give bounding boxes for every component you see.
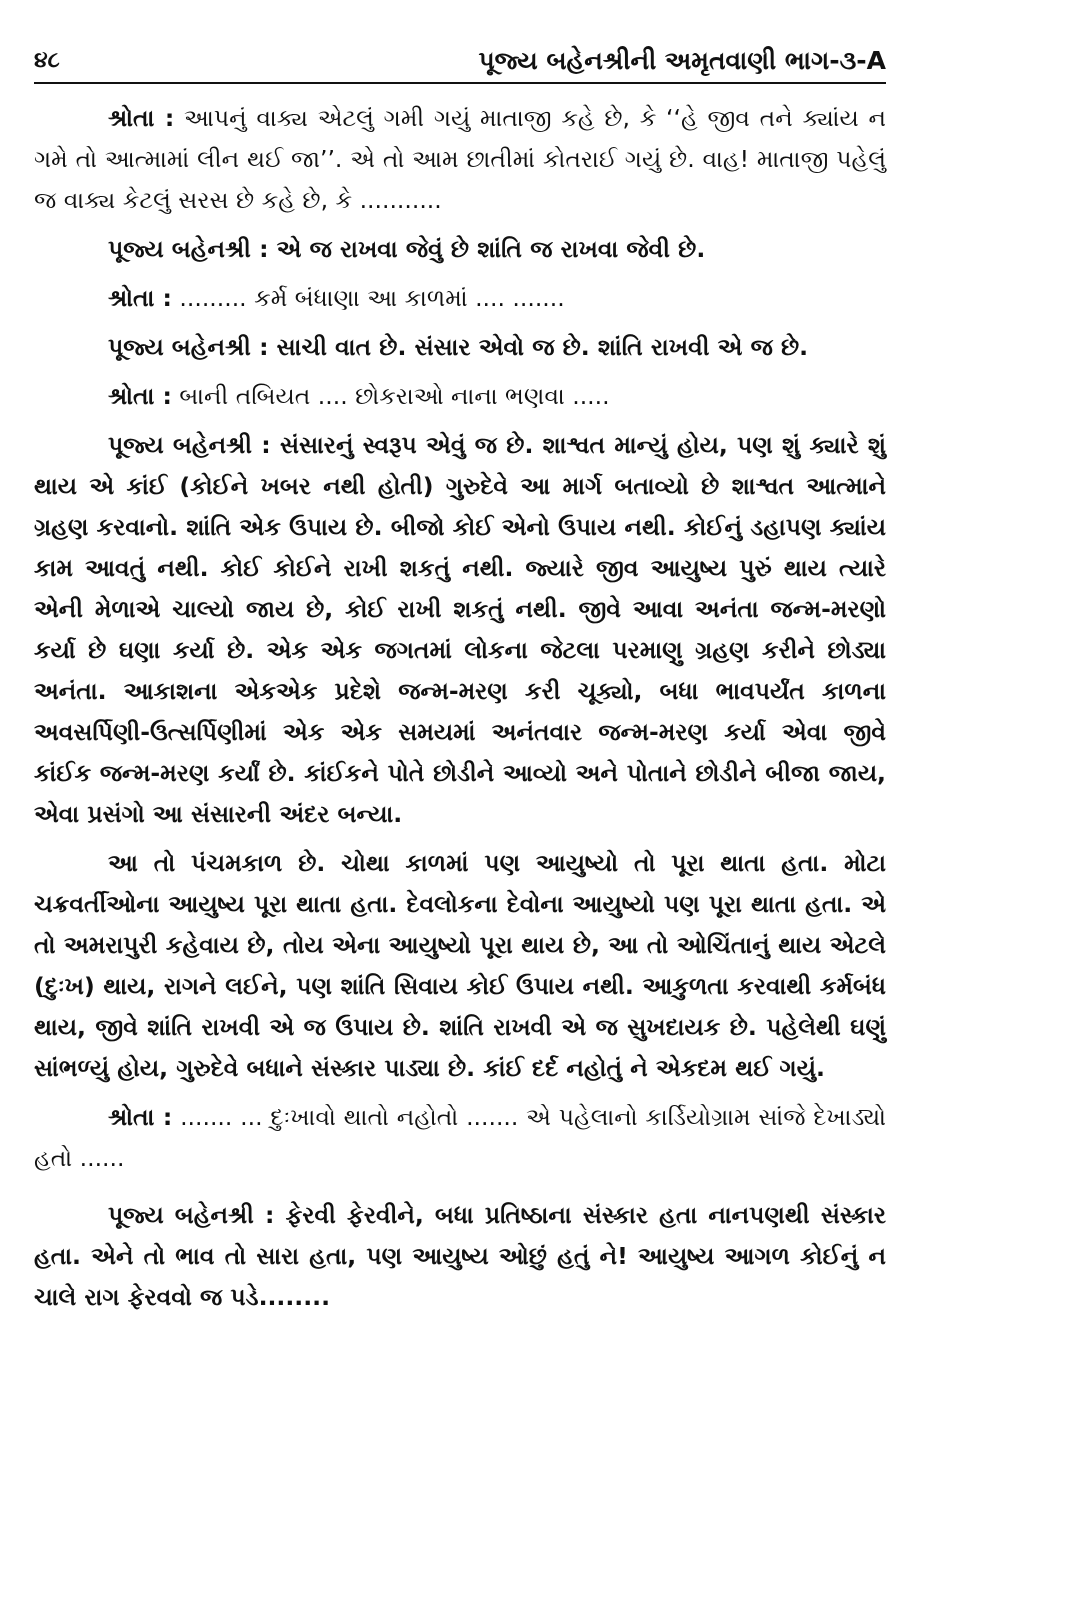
paragraph-listener-1 bbox=[34, 98, 886, 221]
speaker-label: શ્રોતા : bbox=[108, 1103, 173, 1131]
paragraph-spacer bbox=[34, 1187, 886, 1195]
paragraph-listener-3 bbox=[34, 376, 886, 417]
paragraph-bahenshri-2 bbox=[34, 327, 886, 368]
speaker-label: પૂજ્ય બહેનશ્રી : bbox=[108, 235, 269, 263]
paragraph-continuation bbox=[34, 843, 886, 1089]
running-title: પૂજ્ય બહેનશ્રીની અમૃતવાણી ભાગ-૩-A bbox=[478, 46, 886, 75]
speaker-label: પૂજ્ય બહેનશ્રી : bbox=[108, 1201, 275, 1229]
page-header bbox=[34, 44, 886, 84]
paragraph-text: આ તો પંચમકાળ છે. ચોથા કાળમાં પણ આયુષ્યો તો પૂરા થાતા હતા. મોટા ચક્રવર્તીઓના આયુષ્ય પૂરા થાતા હતા. દેવલોકના દેવોના આયુષ્યો પણ પૂરા થાતા હતા. એ તો અમરાપુરી કહેવાય છે, તોય એના આયુષ્યો પૂરા થાય છે, આ તો ઓચિંતાનું થાય એટલે (દુઃખ) થાય, રાગને લઈને, પણ શાંતિ સિવાય કોઈ ઉપાય નથી. આકુળતા કરવાથી કર્મબંધ થાય, જીવે શાંતિ રાખવી એ જ ઉપાય છે. શાંતિ રાખવી એ જ સુખદાયક છે. પહેલેથી ઘણું સાંભળ્યું હોય, ગુરુદેવે બધાને સંસ્કાર પાડ્યા છે. કાંઈ દર્દ નહોતું ને એકદમ થઈ ગયું. bbox=[34, 849, 886, 1082]
paragraph-bahenshri-4 bbox=[34, 1195, 886, 1318]
paragraph-text: ફેરવી ફેરવીને, બધા પ્રતિષ્ઠાના સંસ્કાર હતા નાનપણથી સંસ્કાર હતા. એને તો ભાવ તો સારા હતા, પણ આયુષ્ય ઓછું હતું ને! આયુષ્ય આગળ કોઈનું ન ચાલે રાગ ફેરવવો જ પડે........ bbox=[34, 1201, 886, 1311]
speaker-label: પૂજ્ય બહેનશ્રી : bbox=[108, 333, 269, 361]
speaker-label: શ્રોતા : bbox=[108, 382, 172, 410]
paragraph-text: બાની તબિયત .... છોકરાઓ નાના ભણવા ..... bbox=[171, 382, 610, 410]
paragraph-text: ......... કર્મ બંધાણા આ કાળમાં .... ....... bbox=[171, 284, 565, 312]
paragraph-text: એ જ રાખવા જેવું છે શાંતિ જ રાખવા જેવી છે. bbox=[268, 235, 706, 263]
speaker-label: શ્રોતા : bbox=[108, 284, 172, 312]
paragraph-listener-2 bbox=[34, 278, 886, 319]
speaker-label: પૂજ્ય બહેનશ્રી : bbox=[108, 431, 271, 459]
paragraph-text: આપનું વાક્ય એટલું ગમી ગયું માતાજી કહે છે, કે ‘‘હે જીવ તને ક્યાંય ન ગમે તો આત્મામાં લીન થઈ જા’’. એ તો આમ છાતીમાં કોતરાઈ ગયું છે. વાહ! માતાજી પહેલું જ વાક્ય કેટલું સરસ છે કહે છે, કે ........... bbox=[34, 104, 886, 214]
page-body bbox=[34, 98, 886, 1326]
paragraph-bahenshri-1 bbox=[34, 229, 886, 270]
paragraph-listener-4 bbox=[34, 1097, 886, 1179]
paragraph-text: સાચી વાત છે. સંસાર એવો જ છે. શાંતિ રાખવી એ જ છે. bbox=[268, 333, 809, 361]
speaker-label: શ્રોતા : bbox=[108, 104, 175, 132]
paragraph-bahenshri-3 bbox=[34, 425, 886, 835]
paragraph-text: ....... ... દુઃખાવો થાતો નહોતો ....... એ પહેલાનો કાર્ડિયોગ્રામ સાંજે દેખાડ્યો હતો ...... bbox=[34, 1103, 886, 1172]
header-divider bbox=[34, 82, 886, 84]
page-number: ૪૮ bbox=[34, 48, 60, 73]
paragraph-text: સંસારનું સ્વરૂપ એવું જ છે. શાશ્વત માન્યું હોય, પણ શું ક્યારે શું થાય એ કાંઈ (કોઈને ખબર નથી હોતી) ગુરુદેવે આ માર્ગ બતાવ્યો છે શાશ્વત આત્માને ગ્રહણ કરવાનો. શાંતિ એક ઉપાય છે. બીજો કોઈ એનો ઉપાય નથી. કોઈનું ડહાપણ ક્યાંય કામ આવતું નથી. કોઈ કોઈને રાખી શકતું નથી. જ્યારે જીવ આયુષ્ય પુરું થાય ત્યારે એની મેળાએ ચાલ્યો જાય છે, કોઈ રાખી શકતું નથી. જીવે આવા અનંતા જન્મ-મરણો કર્યા છે ઘણા કર્યા છે. એક એક જગતમાં લોકના જેટલા પરમાણુ ગ્રહણ કરીને છોડ્યા અનંતા. આકાશના એકએક પ્રદેશે જન્મ-મરણ કરી ચૂક્યો, બધા ભાવપર્યંત કાળના અવસર્પિણી-ઉત્સર્પિણીમાં એક એક સમયમાં અનંતવાર જન્મ-મરણ કર્યા એવા જીવે કાંઈક જન્મ-મરણ કર્યાં છે. કાંઈકને પોતે છોડીને આવ્યો અને પોતાને છોડીને બીજા જાય, એવા પ્રસંગો આ સંસારની અંદર બન્યા. bbox=[34, 431, 887, 828]
